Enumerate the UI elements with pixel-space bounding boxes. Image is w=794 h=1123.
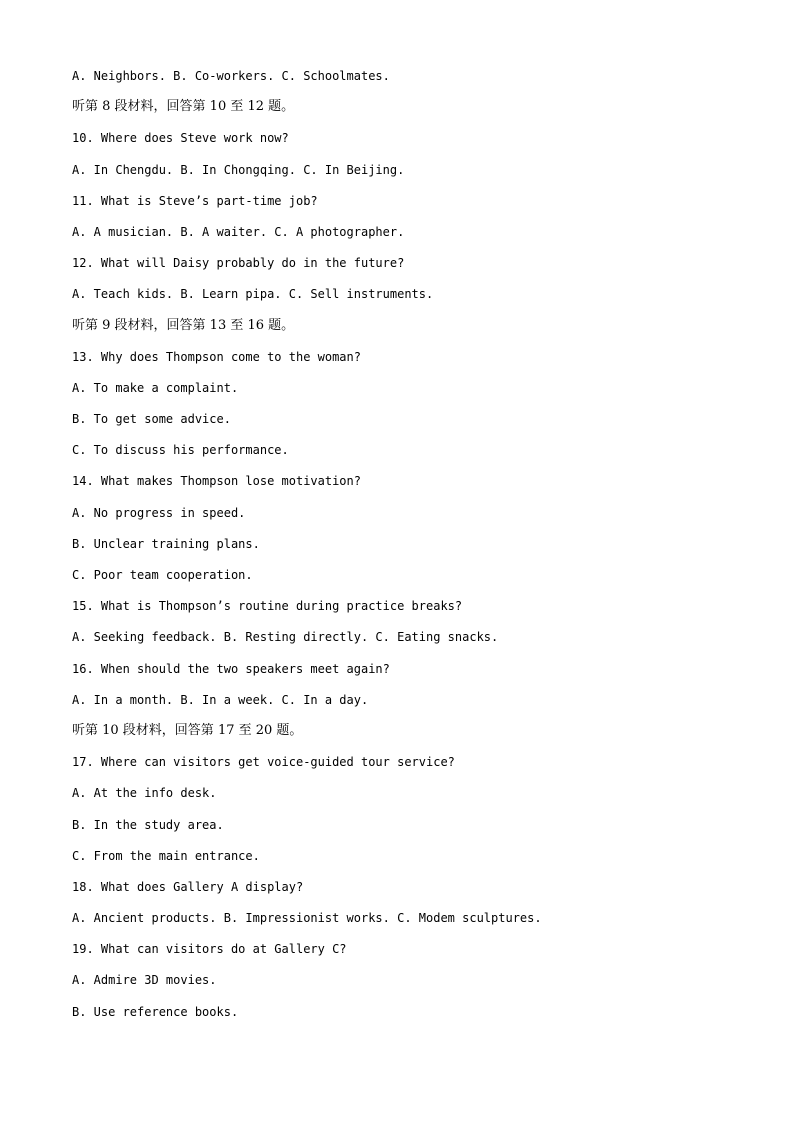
question-19: 19. What can visitors do at Gallery C? [72,942,347,957]
answer-options-q9: A. Neighbors. B. Co-workers. C. Schoolmates. [72,69,390,83]
question-13: 13. Why does Thompson come to the woman? [72,349,361,364]
answer-option-q13-a: A. To make a complaint. [72,380,239,395]
question-15: 15. What is Thompson’s routine during practice breaks? [72,599,463,614]
answer-option-q13-b: B. To get some advice. [72,412,231,427]
answer-option-q14-c: C. Poor team cooperation. [72,568,253,582]
answer-option-q14-b: B. Unclear training plans. [72,536,260,551]
answer-option-q19-a: A. Admire 3D movies. [72,973,217,988]
answer-options-q12: A. Teach kids. B. Learn pipa. C. Sell instruments. [72,287,434,302]
answer-option-q14-a: A. No progress in speed. [72,505,246,520]
answer-options-q18: A. Ancient products. B. Impressionist works. C. Modem sculptures. [72,911,542,926]
section-header-material-10: 听第 10 段材料，回答第 17 至 20 题。 [72,722,303,738]
question-17: 17. Where can visitors get voice-guided tour service? [72,755,455,770]
answer-option-q17-c: C. From the main entrance. [72,848,260,863]
question-12: 12. What will Daisy probably do in the future? [72,256,405,271]
section-header-material-9: 听第 9 段材料，回答第 13 至 16 题。 [72,317,295,333]
answer-options-q11: A. A musician. B. A waiter. C. A photographer. [72,224,405,239]
question-11: 11. What is Steve’s part-time job? [72,193,318,208]
answer-option-q17-a: A. At the info desk. [72,786,217,801]
question-10: 10. Where does Steve work now? [72,131,289,146]
answer-option-q13-c: C. To discuss his performance. [72,443,289,458]
answer-options-q10: A. In Chengdu. B. In Chongqing. C. In Beijing. [72,162,405,177]
answer-options-q16: A. In a month. B. In a week. C. In a day. [72,692,369,707]
question-14: 14. What makes Thompson lose motivation? [72,474,361,489]
answer-option-q17-b: B. In the study area. [72,817,224,832]
answer-option-q19-b: B. Use reference books. [72,1004,239,1019]
question-16: 16. When should the two speakers meet again? [72,661,390,676]
document-content [72,66,752,1033]
section-header-material-8: 听第 8 段材料，回答第 10 至 12 题。 [72,99,295,115]
answer-options-q15: A. Seeking feedback. B. Resting directly. C. Eating snacks. [72,630,499,645]
question-18: 18. What does Gallery A display? [72,879,304,894]
